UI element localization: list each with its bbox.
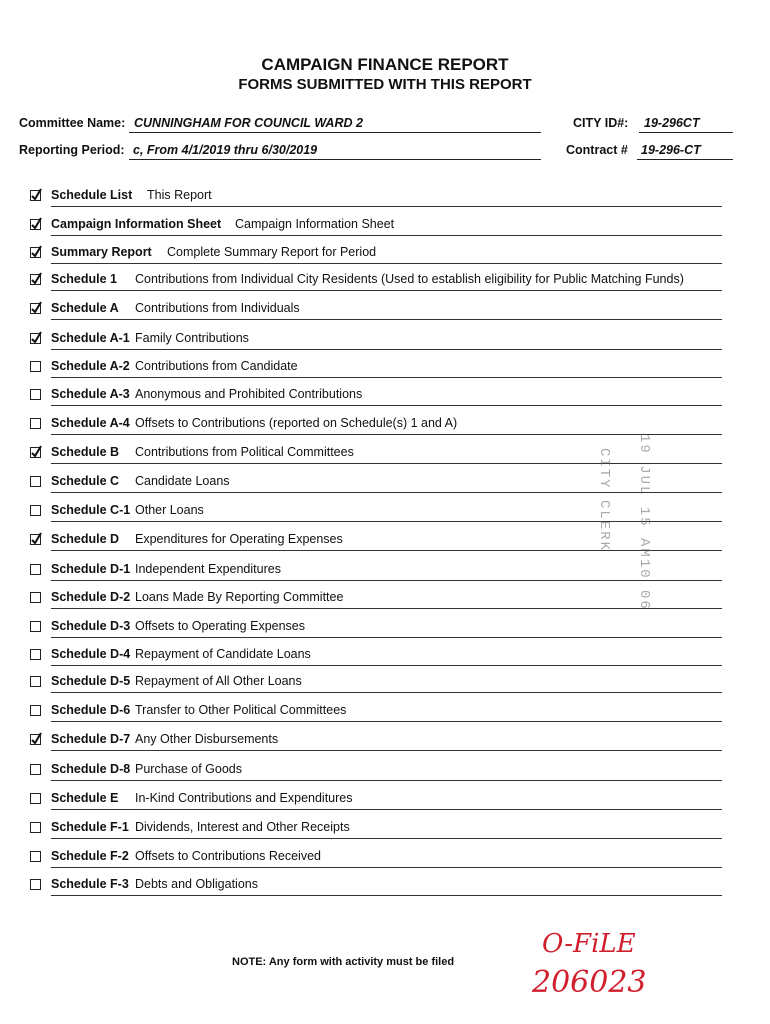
schedule-underline [51, 721, 722, 722]
schedule-description: Family Contributions [135, 331, 249, 345]
schedule-underline [51, 780, 722, 781]
schedule-row-schedule-d-3 [30, 618, 722, 640]
schedule-name: Campaign Information Sheet [51, 217, 222, 231]
schedule-name: Schedule D-2 [51, 590, 131, 604]
schedule-description: Expenditures for Operating Expenses [135, 532, 343, 546]
schedule-name: Schedule F-2 [51, 849, 129, 863]
empty-checkbox-icon[interactable] [30, 676, 41, 687]
schedule-row-campaign-information-sheet [30, 216, 722, 238]
schedule-name: Summary Report [51, 245, 152, 259]
reporting-period-label: Reporting Period: [19, 143, 125, 157]
reporting-period-line [129, 159, 541, 160]
empty-checkbox-icon[interactable] [30, 793, 41, 804]
report-subtitle: FORMS SUBMITTED WITH THIS REPORT [238, 76, 532, 93]
committee-name-field [19, 116, 541, 134]
empty-checkbox-icon[interactable] [30, 705, 41, 716]
schedule-description: Debts and Obligations [135, 877, 258, 891]
schedule-description: Dividends, Interest and Other Receipts [135, 820, 350, 834]
schedule-underline [51, 206, 722, 207]
schedule-underline [51, 405, 722, 406]
schedule-name: Schedule A-3 [51, 387, 130, 401]
schedule-row-schedule-f-1 [30, 819, 722, 841]
checked-checkbox-icon[interactable] [30, 534, 41, 545]
schedule-description: Contributions from Individuals [135, 301, 300, 315]
stamp-date-text: 19 JUL 15 AM10 06 [636, 434, 652, 611]
empty-checkbox-icon[interactable] [30, 505, 41, 516]
committee-name-line [129, 132, 541, 133]
schedule-underline [51, 867, 722, 868]
schedule-row-schedule-f-3 [30, 876, 722, 898]
city-id-label: CITY ID#: [573, 116, 629, 130]
schedule-description: In-Kind Contributions and Expenditures [135, 791, 353, 805]
schedule-row-schedule-d-4 [30, 646, 722, 668]
schedule-name: Schedule D-7 [51, 732, 131, 746]
schedule-name: Schedule List [51, 188, 133, 202]
empty-checkbox-icon[interactable] [30, 418, 41, 429]
committee-name-label: Committee Name: [19, 116, 126, 130]
schedule-name: Schedule D-4 [51, 647, 131, 661]
schedule-row-schedule-f-2 [30, 848, 722, 870]
handwritten-line-2: 206023 [532, 965, 647, 1000]
schedule-underline [51, 608, 722, 609]
filing-note: NOTE: Any form with activity must be filed [232, 956, 455, 968]
empty-checkbox-icon[interactable] [30, 564, 41, 575]
checked-checkbox-icon[interactable] [30, 190, 41, 201]
schedule-name: Schedule F-3 [51, 877, 129, 891]
reporting-period-field [19, 143, 541, 161]
schedule-name: Schedule A-4 [51, 416, 130, 430]
city-id-line [639, 132, 733, 133]
committee-name-value: CUNNINGHAM FOR COUNCIL WARD 2 [134, 116, 363, 130]
schedule-description: Independent Expenditures [135, 562, 281, 576]
schedule-underline [51, 838, 722, 839]
schedule-row-schedule-a-1 [30, 330, 722, 352]
contract-label: Contract # [566, 143, 628, 157]
schedule-description: Other Loans [135, 503, 204, 517]
handwritten-line-1: O-FiLE [542, 929, 636, 959]
schedule-underline [51, 750, 722, 751]
schedule-name: Schedule A [51, 301, 119, 315]
schedule-description: Contributions from Political Committees [135, 445, 354, 459]
schedule-description: Repayment of Candidate Loans [135, 647, 311, 661]
checked-checkbox-icon[interactable] [30, 734, 41, 745]
schedule-underline [51, 263, 722, 264]
schedule-name: Schedule E [51, 791, 119, 805]
schedule-row-summary-report [30, 244, 722, 266]
schedule-description: Repayment of All Other Loans [135, 674, 302, 688]
schedule-description: Any Other Disbursements [135, 732, 279, 746]
empty-checkbox-icon[interactable] [30, 389, 41, 400]
schedule-name: Schedule D-5 [51, 674, 131, 688]
schedule-description: This Report [147, 188, 212, 202]
schedule-row-schedule-a-3 [30, 386, 722, 408]
schedule-row-schedule-d-2 [30, 589, 722, 611]
empty-checkbox-icon[interactable] [30, 822, 41, 833]
schedule-description: Campaign Information Sheet [235, 217, 395, 231]
schedule-description: Candidate Loans [135, 474, 230, 488]
schedule-name: Schedule A-1 [51, 331, 130, 345]
schedule-row-schedule-d-7 [30, 731, 722, 753]
schedule-name: Schedule D-8 [51, 762, 131, 776]
contract-line [637, 159, 733, 160]
schedule-underline [51, 809, 722, 810]
schedule-name: Schedule A-2 [51, 359, 130, 373]
schedule-row-schedule-a-2 [30, 358, 722, 380]
schedule-description: Transfer to Other Political Committees [135, 703, 347, 717]
schedule-underline [51, 665, 722, 666]
empty-checkbox-icon[interactable] [30, 361, 41, 372]
schedule-row-schedule-d-8 [30, 761, 722, 783]
schedule-row-schedule-d-6 [30, 702, 722, 724]
checked-checkbox-icon[interactable] [30, 333, 41, 344]
schedule-row-schedule-e [30, 790, 722, 812]
schedule-description: Offsets to Operating Expenses [135, 619, 306, 633]
schedule-underline [51, 637, 722, 638]
checked-checkbox-icon[interactable] [30, 219, 41, 230]
schedule-description: Offsets to Contributions Received [135, 849, 321, 863]
schedule-name: Schedule D [51, 532, 120, 546]
schedule-name: Schedule D-3 [51, 619, 131, 633]
schedule-row-schedule-list [30, 187, 722, 209]
schedule-underline [51, 349, 722, 350]
schedule-description: Contributions from Candidate [135, 359, 298, 373]
schedule-description: Purchase of Goods [135, 762, 243, 776]
handwritten-file-number [520, 922, 670, 1002]
schedule-name: Schedule D-1 [51, 562, 131, 576]
schedule-underline [51, 377, 722, 378]
schedule-underline [51, 692, 722, 693]
schedule-underline [51, 235, 722, 236]
city-id-field [573, 116, 733, 134]
empty-checkbox-icon[interactable] [30, 476, 41, 487]
empty-checkbox-icon[interactable] [30, 879, 41, 890]
empty-checkbox-icon[interactable] [30, 621, 41, 632]
schedule-underline [51, 290, 722, 291]
checked-checkbox-icon[interactable] [30, 274, 41, 285]
contract-field [566, 143, 733, 161]
empty-checkbox-icon[interactable] [30, 649, 41, 660]
schedule-underline [51, 895, 722, 896]
empty-checkbox-icon[interactable] [30, 764, 41, 775]
contract-value: 19-296-CT [641, 143, 701, 157]
received-date-stamp [578, 428, 708, 611]
schedule-description: Offsets to Contributions (reported on Schedule(s) 1 and A) [135, 416, 458, 430]
schedule-row-schedule-1 [30, 271, 722, 293]
empty-checkbox-icon[interactable] [30, 592, 41, 603]
schedule-row-schedule-a [30, 300, 722, 322]
checked-checkbox-icon[interactable] [30, 447, 41, 458]
city-id-value: 19-296CT [644, 116, 700, 130]
checked-checkbox-icon[interactable] [30, 303, 41, 314]
schedule-description: Contributions from Individual City Residents (Used to establish eligibility for Public Matching Funds) [135, 272, 684, 286]
schedule-description: Anonymous and Prohibited Contributions [135, 387, 363, 401]
checked-checkbox-icon[interactable] [30, 247, 41, 258]
report-title: CAMPAIGN FINANCE REPORT [261, 55, 509, 74]
schedule-name: Schedule B [51, 445, 120, 459]
schedule-name: Schedule C [51, 474, 120, 488]
schedule-name: Schedule D-6 [51, 703, 131, 717]
reporting-period-value: c, From 4/1/2019 thru 6/30/2019 [133, 143, 318, 157]
schedule-name: Schedule 1 [51, 272, 117, 286]
empty-checkbox-icon[interactable] [30, 851, 41, 862]
schedule-description: Loans Made By Reporting Committee [135, 590, 344, 604]
schedule-name: Schedule C-1 [51, 503, 131, 517]
schedule-name: Schedule F-1 [51, 820, 129, 834]
schedule-description: Complete Summary Report for Period [167, 245, 377, 259]
schedule-row-schedule-d-5 [30, 673, 722, 695]
stamp-clerk-text: CITY CLERK [596, 448, 612, 553]
schedule-underline [51, 319, 722, 320]
